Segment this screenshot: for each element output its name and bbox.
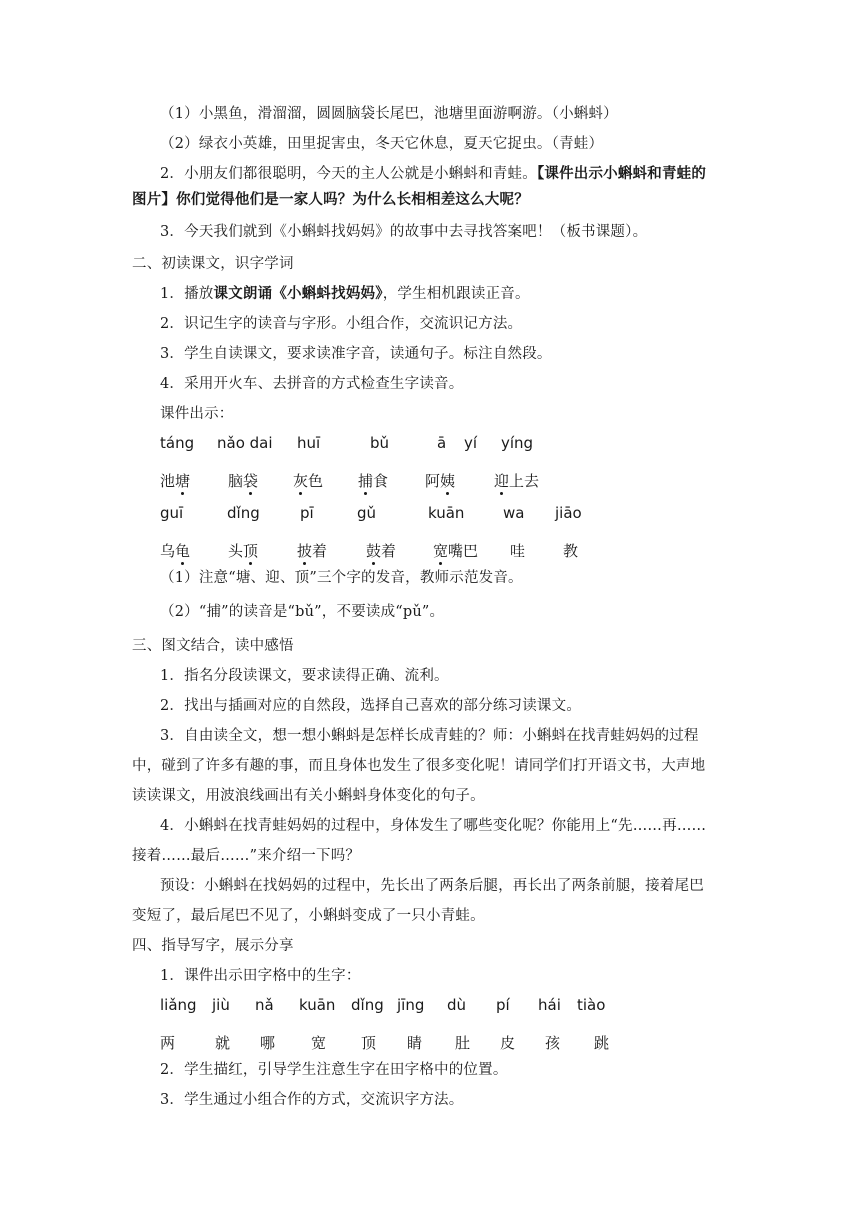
- character: 哪: [260, 1034, 276, 1052]
- pinyin: dǐng: [351, 996, 384, 1014]
- vocab-word: 头顶: [228, 542, 259, 560]
- paragraph-2-line-1: 2．小朋友们都很聪明，今天的主人公就是小蝌蚪和青蛙。【课件出示小蝌蚪和青蛙的: [160, 165, 707, 182]
- courseware-label: 课件出示：: [160, 406, 234, 422]
- section-heading-2: 二、初读课文，识字学词: [132, 256, 294, 272]
- pinyin: nǎ: [255, 996, 274, 1014]
- character: 皮: [500, 1034, 516, 1052]
- step-3-line-2: 中，碰到了许多有趣的事，而且身体也发生了很多变化呢！请同学们打开语文书，大声地: [132, 758, 706, 774]
- pinyin: huī: [297, 434, 321, 452]
- pinyin: táng: [160, 434, 195, 452]
- vocab-word: 捕食: [358, 472, 389, 490]
- riddle-1: （1）小黑鱼，滑溜溜，圆圆脑袋长尾巴，池塘里面游啊游。（小蝌蚪）: [160, 106, 618, 122]
- character: 就: [215, 1034, 231, 1052]
- note-1: （1）注意“塘、迎、顶”三个字的发音，教师示范发音。: [160, 570, 523, 586]
- vocab-word: 灰色: [293, 472, 324, 490]
- vocab-word: 教: [563, 542, 579, 560]
- pinyin: kuān: [428, 504, 465, 522]
- pinyin: dǐng: [227, 504, 260, 522]
- character: 睛: [407, 1034, 423, 1052]
- riddle-2: （2）绿衣小英雄，田里捉害虫，冬天它休息，夏天它捉虫。（青蛙）: [160, 136, 604, 152]
- pinyin: yí: [464, 434, 478, 452]
- writing-step-2: 2．学生描红，引导学生注意生字在田字格中的位置。: [160, 1062, 508, 1078]
- pinyin: kuān: [299, 996, 336, 1014]
- pinyin: gǔ: [357, 504, 377, 522]
- writing-step-1: 1．课件出示田字格中的生字：: [160, 968, 361, 984]
- section-heading-3: 三、图文结合，读中感悟: [132, 638, 294, 654]
- pinyin: jīng: [397, 996, 425, 1014]
- pinyin: yíng: [501, 434, 534, 452]
- pinyin: bǔ: [370, 434, 390, 452]
- vocab-word: 哇: [510, 542, 526, 560]
- pinyin: guī: [160, 504, 184, 522]
- step-4: 4．采用开火车、去拼音的方式检查生字读音。: [160, 376, 464, 392]
- vocab-word: 乌龟: [160, 542, 191, 560]
- paragraph-3: 3．今天我们就到《小蝌蚪找妈妈》的故事中去寻找答案吧！（板书课题）。: [160, 224, 648, 240]
- step-3-line-1: 3．自由读全文，想一想小蝌蚪是怎样长成青蛙的？师：小蝌蚪在找青蛙妈妈的过程: [160, 728, 699, 744]
- step-3: 3．学生自读课文，要求读准字音，读通句子。标注自然段。: [160, 346, 552, 362]
- section-heading-4: 四、指导写字，展示分享: [132, 938, 294, 954]
- pinyin: wa: [503, 504, 525, 522]
- pinyin: jiāo: [555, 504, 582, 522]
- step-4-line-1: 4．小蝌蚪在找青蛙妈妈的过程中，身体发生了哪些变化呢？你能用上“先……再……: [160, 818, 707, 834]
- character: 两: [160, 1034, 176, 1052]
- character: 跳: [594, 1034, 610, 1052]
- step-3-line-3: 读读课文，用波浪线画出有关小蝌蚪身体变化的句子。: [132, 788, 485, 804]
- vocab-word: 披着: [297, 542, 328, 560]
- paragraph-2-line-2: 图片】你们觉得他们是一家人吗？为什么长相相差这么大呢？: [132, 191, 529, 208]
- writing-step-3: 3．学生通过小组合作的方式，交流识字方法。: [160, 1092, 464, 1108]
- pinyin: pí: [496, 996, 510, 1014]
- preset-line-2: 变短了，最后尾巴不见了，小蝌蚪变成了一只小青蛙。: [132, 908, 485, 924]
- pinyin: liǎng: [160, 996, 197, 1014]
- step-4-line-2: 接着……最后……”来介绍一下吗？: [132, 848, 361, 864]
- pinyin: hái: [538, 996, 561, 1014]
- step-2: 2．识记生字的读音与字形。小组合作，交流识记方法。: [160, 316, 523, 332]
- vocab-word: 池塘: [160, 472, 191, 490]
- pinyin: ā: [437, 434, 447, 452]
- step-2: 2．找出与插画对应的自然段，选择自己喜欢的部分练习读课文。: [160, 698, 582, 714]
- step-1: 1．指名分段读课文，要求读得正确、流利。: [160, 668, 449, 684]
- pinyin: dù: [447, 996, 467, 1014]
- pinyin: nǎo dai: [217, 434, 273, 452]
- character: 孩: [545, 1034, 561, 1052]
- preset-line-1: 预设：小蝌蚪在找妈妈的过程中，先长出了两条后腿，再长出了两条前腿，接着尾巴: [160, 878, 704, 894]
- note-2: （2）“捕”的读音是“bǔ”，不要读成“pǔ”。: [160, 604, 445, 620]
- vocab-word: 宽嘴巴: [433, 542, 479, 560]
- vocab-word: 脑袋: [228, 472, 259, 490]
- vocab-word: 鼓着: [366, 542, 397, 560]
- step-1: 1．播放课文朗诵《小蝌蚪找妈妈》，学生相机跟读正音。: [160, 285, 530, 302]
- vocab-word: 迎上去: [494, 472, 540, 490]
- vocab-word: 阿姨: [425, 472, 456, 490]
- pinyin: jiù: [212, 996, 230, 1014]
- character: 宽: [311, 1034, 327, 1052]
- character: 顶: [361, 1034, 377, 1052]
- character: 肚: [455, 1034, 471, 1052]
- pinyin: tiào: [577, 996, 606, 1014]
- pinyin: pī: [300, 504, 314, 522]
